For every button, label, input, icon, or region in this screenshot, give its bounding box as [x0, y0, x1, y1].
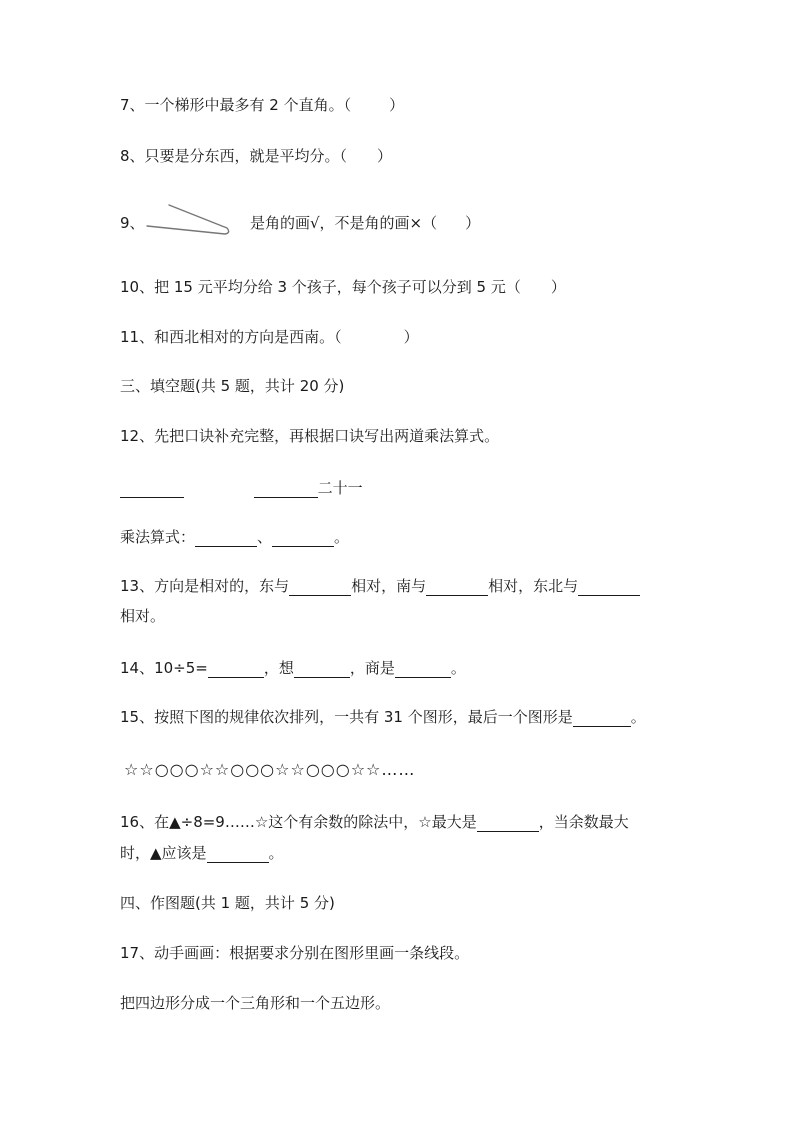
- question-9-number: 9、: [120, 214, 145, 232]
- question-10: 10、把 15 元平均分给 3 个孩子，每个孩子可以分到 5 元（ ）: [120, 278, 566, 296]
- question-12-rhyme: 二十一: [120, 478, 363, 498]
- northeast-opposite-blank[interactable]: [578, 579, 640, 596]
- question-12-formula: 乘法算式： 、 。: [120, 528, 350, 546]
- question-7: 7、一个梯形中最多有 2 个直角。（ ）: [120, 96, 405, 114]
- question-13: 13、方向是相对的，东与 相对，南与 相对，东北与: [120, 576, 640, 596]
- south-opposite-blank[interactable]: [426, 579, 488, 596]
- rhyme-blank-1[interactable]: [120, 481, 184, 498]
- last-shape-blank[interactable]: [573, 710, 631, 727]
- east-opposite-blank[interactable]: [289, 579, 351, 596]
- question-14: 14、10÷5= ，想 ，商是 。: [120, 659, 466, 677]
- question-16: 16、在▲÷8=9……☆这个有余数的除法中，☆最大是 ，当余数最大: [120, 813, 629, 831]
- question-17-sub: 把四边形分成一个三角形和一个五边形。: [120, 994, 391, 1012]
- rhyme-blank-2[interactable]: [254, 481, 318, 498]
- section-3-title: 三、填空题(共 5 题，共计 20 分): [120, 377, 345, 395]
- section-4-title: 四、作图题(共 1 题，共计 5 分): [120, 894, 335, 912]
- think-blank[interactable]: [294, 661, 350, 678]
- question-13-cont: 相对。: [120, 607, 166, 625]
- formula-blank-2[interactable]: [272, 530, 334, 547]
- shape-pattern: ☆☆○○○☆☆○○○☆☆○○○☆☆……: [124, 760, 416, 779]
- quotient-blank[interactable]: [395, 661, 451, 678]
- question-11: 11、和西北相对的方向是西南。（ ）: [120, 328, 419, 346]
- question-12: 12、先把口诀补充完整，再根据口诀写出两道乘法算式。: [120, 427, 500, 445]
- question-16-cont: 时，▲应该是 。: [120, 844, 284, 862]
- formula-blank-1[interactable]: [195, 530, 257, 547]
- triangle-value-blank[interactable]: [207, 846, 269, 863]
- division-result-blank[interactable]: [208, 661, 264, 678]
- max-remainder-blank[interactable]: [477, 815, 539, 832]
- question-15: 15、按照下图的规律依次排列，一共有 31 个图形，最后一个图形是 。: [120, 708, 646, 726]
- question-17: 17、动手画画：根据要求分别在图形里画一条线段。: [120, 944, 470, 962]
- question-9-text: 是角的画√，不是角的画×（ ）: [250, 214, 481, 232]
- angle-figure-icon: [145, 200, 235, 240]
- question-8: 8、只要是分东西，就是平均分。（ ）: [120, 147, 393, 165]
